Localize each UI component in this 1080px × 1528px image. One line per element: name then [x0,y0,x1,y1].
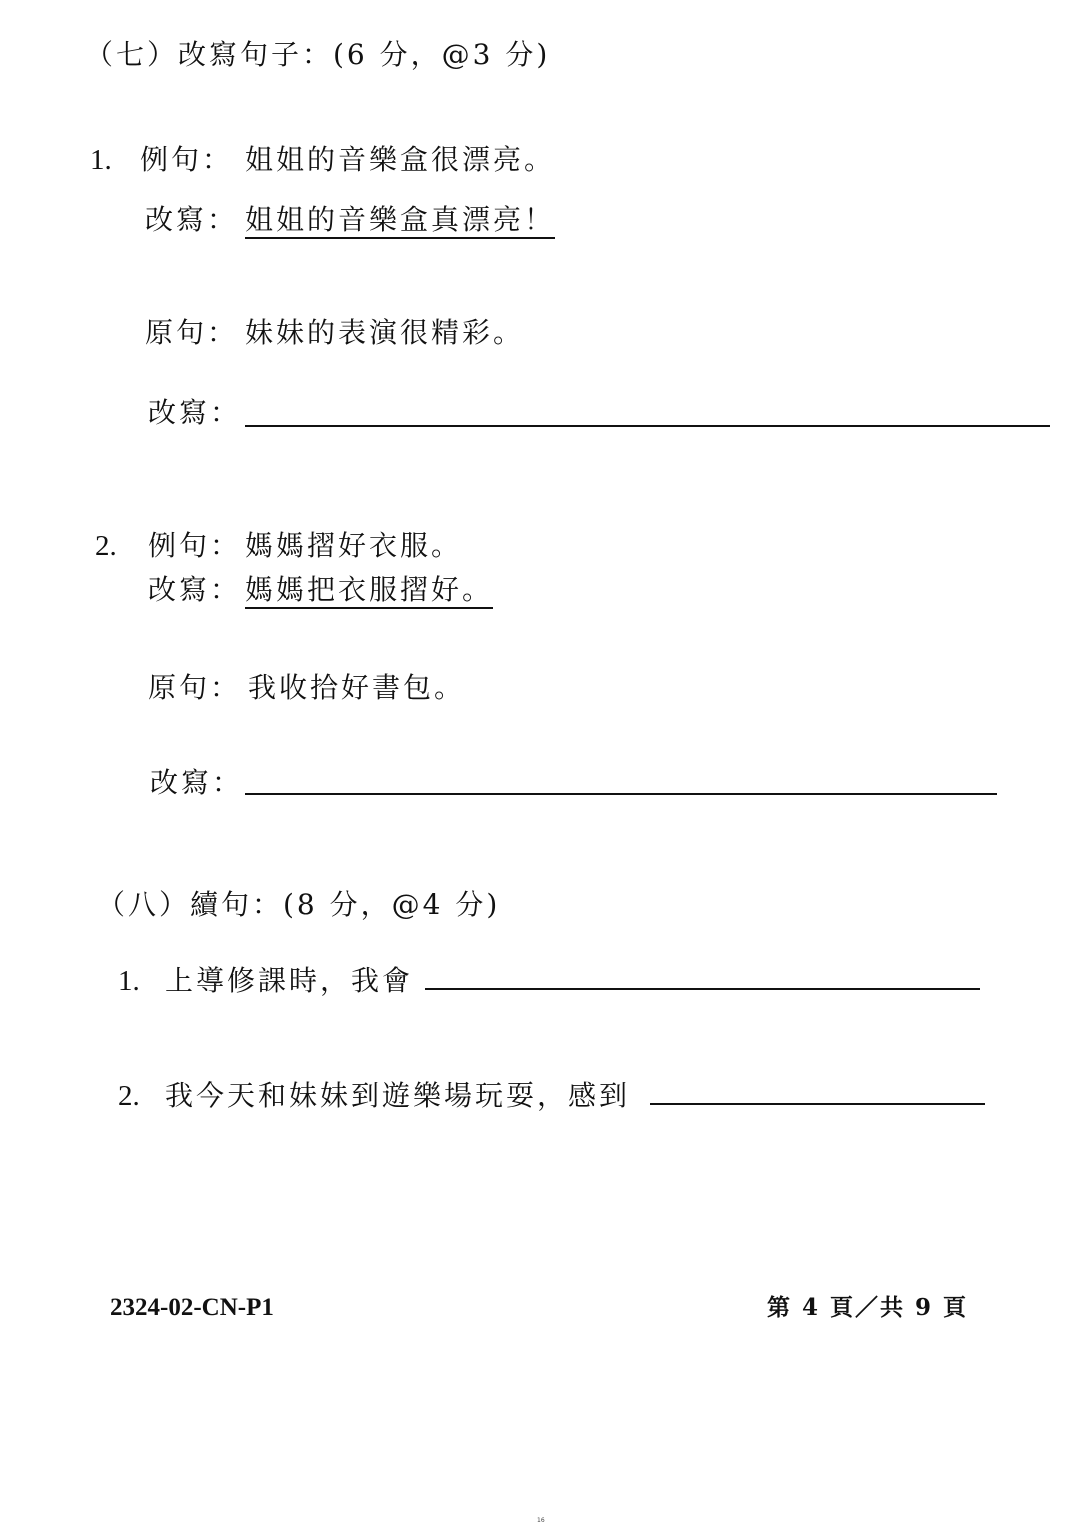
s7-q1-answer-label: 改寫： [148,396,242,429]
s8-q2-answer-blank [650,1103,985,1105]
s7-q1-example-sentence: 姐姐的音樂盒很漂亮。 [245,143,556,176]
s7-q2-answer-blank [245,793,997,795]
s8-q1-answer-blank [425,988,980,990]
s8-q1-number: 1. [118,965,140,997]
s7-q2-example-label: 例句： [148,529,242,562]
s8-q2-prompt: 我今天和妹妹到遊樂場玩耍，感到 [165,1079,631,1112]
s7-q2-number: 2. [95,530,117,562]
s7-q1-original-sentence: 妹妹的表演很精彩。 [245,316,525,349]
page-number: 第 4 頁／共 9 頁 [766,1294,968,1321]
section-8-heading: （八）續句：(8 分，@4 分) [97,888,501,921]
s7-q1-rewrite-sentence: 姐姐的音樂盒真漂亮！ [245,203,555,239]
s7-q1-answer-blank [245,425,1050,427]
s7-q2-rewrite-sentence: 媽媽把衣服摺好。 [245,573,493,609]
s7-q2-rewrite-label: 改寫： [148,573,242,606]
s7-q2-answer-label: 改寫： [150,766,244,799]
s7-q2-original-sentence: 我收拾好書包。 [248,671,466,704]
s7-q1-original-label: 原句： [145,316,239,349]
section-7-heading: （七）改寫句子：(6 分，@3 分) [85,38,551,71]
s7-q2-original-label: 原句： [148,671,242,704]
s7-q2-example-sentence: 媽媽摺好衣服。 [245,529,463,562]
paper-code: 2324-02-CN-P1 [110,1294,274,1321]
s7-q1-number: 1. [90,144,112,176]
s8-q2-number: 2. [118,1080,140,1112]
s7-q1-rewrite-label: 改寫： [145,203,239,236]
s7-q1-example-label: 例句： [140,143,234,176]
s8-q1-prompt: 上導修課時，我會 [165,964,414,997]
scan-page-marker: 16 [537,1517,545,1524]
